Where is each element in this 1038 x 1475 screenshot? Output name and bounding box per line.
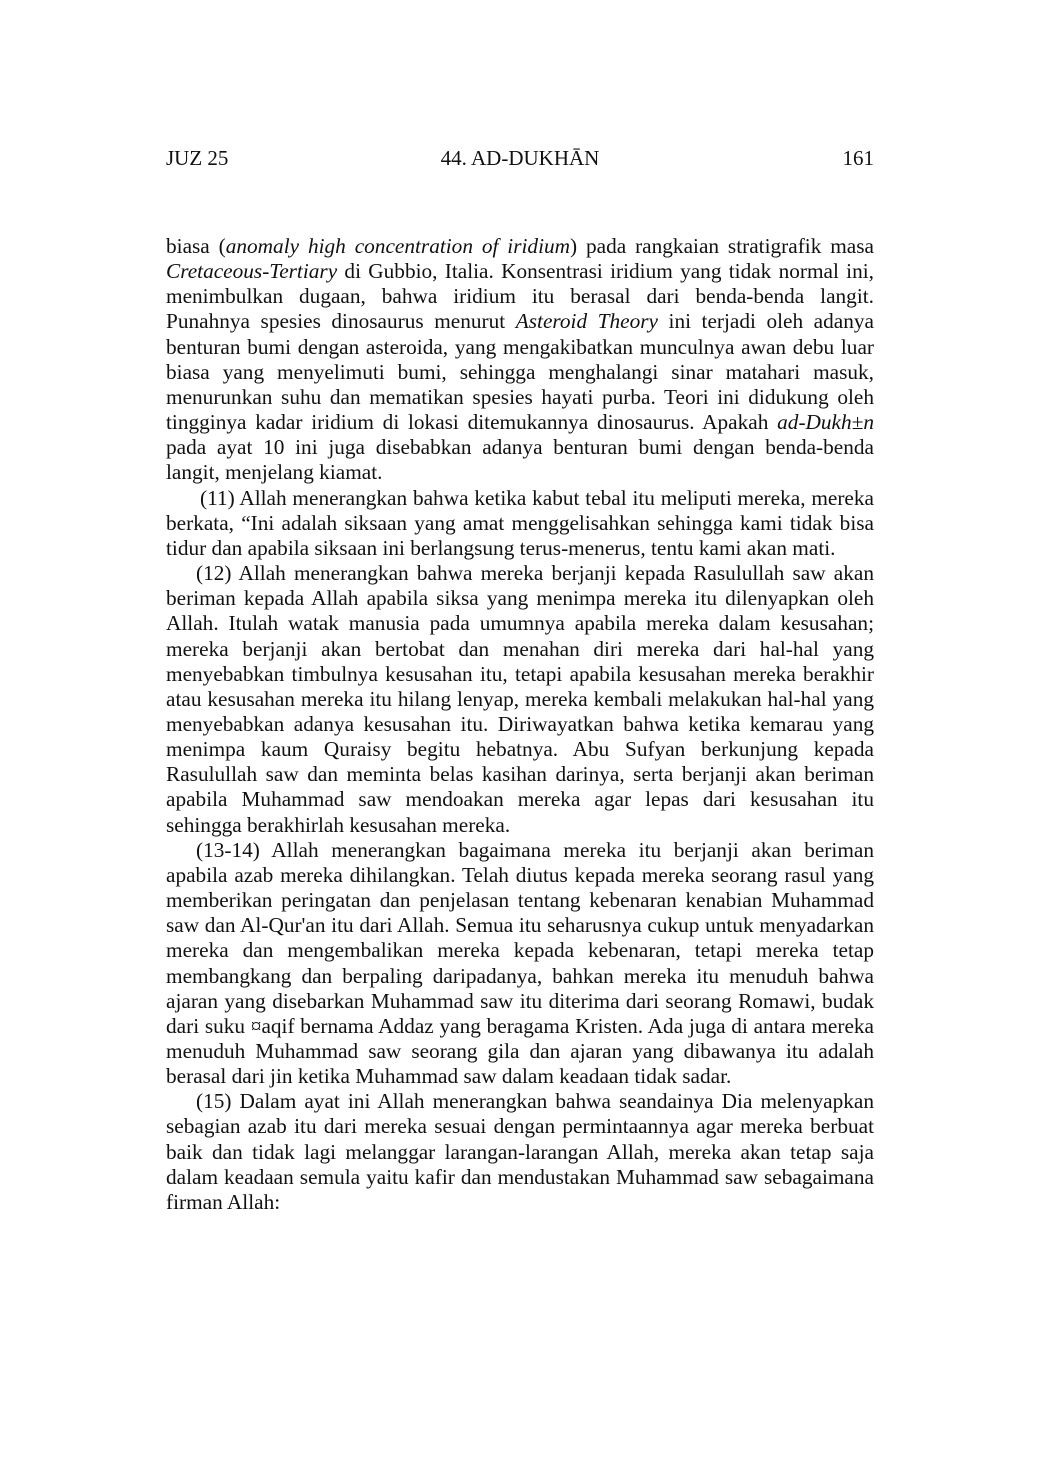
text-run: pada ayat 10 ini juga disebabkan adanya benturan bumi dengan benda-benda langit, menjelang kiamat. [166, 435, 874, 485]
italic-term: Cretaceous-Tertiary [166, 259, 338, 284]
commentary-text [166, 234, 874, 1215]
page-number: 161 [842, 146, 874, 170]
paragraph-continuation [166, 234, 874, 486]
paragraph-verse-12: (12) Allah menerangkan bahwa mereka berjanji kepada Rasulullah saw akan beriman kepada Allah apabila siksa yang menimpa mereka itu dilenyapkan oleh Allah. Itulah watak manusia pada umumnya apabila mereka dalam kesusahan; mereka berjanji akan bertobat dan menahan diri mereka dari hal-hal yang menyebabkan timbulnya kesusahan itu, tetapi apabila kesusahan mereka berakhir atau kesusahan mereka itu hilang lenyap, mereka kembali melakukan hal-hal yang menyebabkan adanya kesusahan itu. Diriwayatkan bahwa ketika kemarau yang menimpa kaum Quraisy begitu hebatnya. Abu Sufyan berkunjung kepada Rasulullah saw dan meminta belas kasihan darinya, serta berjanji akan beriman apabila Muhammad saw mendoakan mereka agar lepas dari kesusahan itu sehingga berakhirlah kesusahan mereka. [166, 561, 874, 837]
paragraph-verse-11: (11) Allah menerangkan bahwa ketika kabut tebal itu meliputi mereka, mereka berkata, “Ini adalah siksaan yang amat menggelisahkan sehingga kami tidak bisa tidur dan apabila siksaan ini berlangsung terus-menerus, tentu kami akan mati. [166, 485, 874, 560]
text-run: di Gubbio, Italia. Konsentrasi iridium yang tidak normal ini, menimbulkan dugaan, bahwa iridium itu berasal dari benda-benda langit. Punahnya spesies dinosaurus menurut [166, 259, 874, 334]
page-header [166, 146, 874, 174]
italic-term: anomaly high concentration of iridium [225, 234, 571, 258]
italic-term: Asteroid Theory [515, 309, 658, 334]
text-run: ) pada rangkaian stratigrafik masa [570, 234, 874, 258]
text-run: biasa ( [166, 234, 226, 258]
text-run: ini terjadi oleh adanya benturan bumi dengan asteroida, yang mengakibatkan munculnya awan debu luar biasa yang menyelimuti bumi, sehingga menghalangi sinar matahari masuk, menurunkan suhu dan mematikan spesies hayati purba. Teori ini didukung oleh tingginya kadar iridium di lokasi ditemukannya dinosaurus. Apakah [166, 309, 874, 435]
juz-label: JUZ 25 [166, 146, 229, 170]
italic-term: ad-Dukh±n [777, 410, 874, 435]
surah-title: 44. AD-DUKHĀN [440, 146, 600, 170]
paragraph-verse-15: (15) Dalam ayat ini Allah menerangkan bahwa seandainya Dia melenyapkan sebagian azab itu dari mereka sesuai dengan permintaannya agar mereka berbuat baik dan tidak lagi melanggar larangan-larangan Allah, mereka akan tetap saja dalam keadaan semula yaitu kafir dan mendustakan Muhammad saw sebagaimana firman Allah: [166, 1089, 874, 1214]
paragraph-verse-13-14: (13-14) Allah menerangkan bagaimana mereka itu berjanji akan beriman apabila azab mereka dihilangkan. Telah diutus kepada mereka seorang rasul yang memberikan peringatan dan penjelasan tentang kebenaran kenabian Muhammad saw dan Al-Qur'an itu dari Allah. Semua itu seharusnya cukup untuk menyadarkan mereka dan mengembalikan mereka kepada kebenaran, tetapi mereka tetap membangkang dan berpaling daripadanya, bahkan mereka itu menuduh bahwa ajaran yang disebarkan Muhammad saw itu diterima dari seorang Romawi, budak dari suku ¤aqif bernama Addaz yang beragama Kristen. Ada juga di antara mereka menuduh Muhammad saw seorang gila dan ajaran yang dibawanya itu adalah berasal dari jin ketika Muhammad saw dalam keadaan tidak sadar. [166, 837, 874, 1089]
